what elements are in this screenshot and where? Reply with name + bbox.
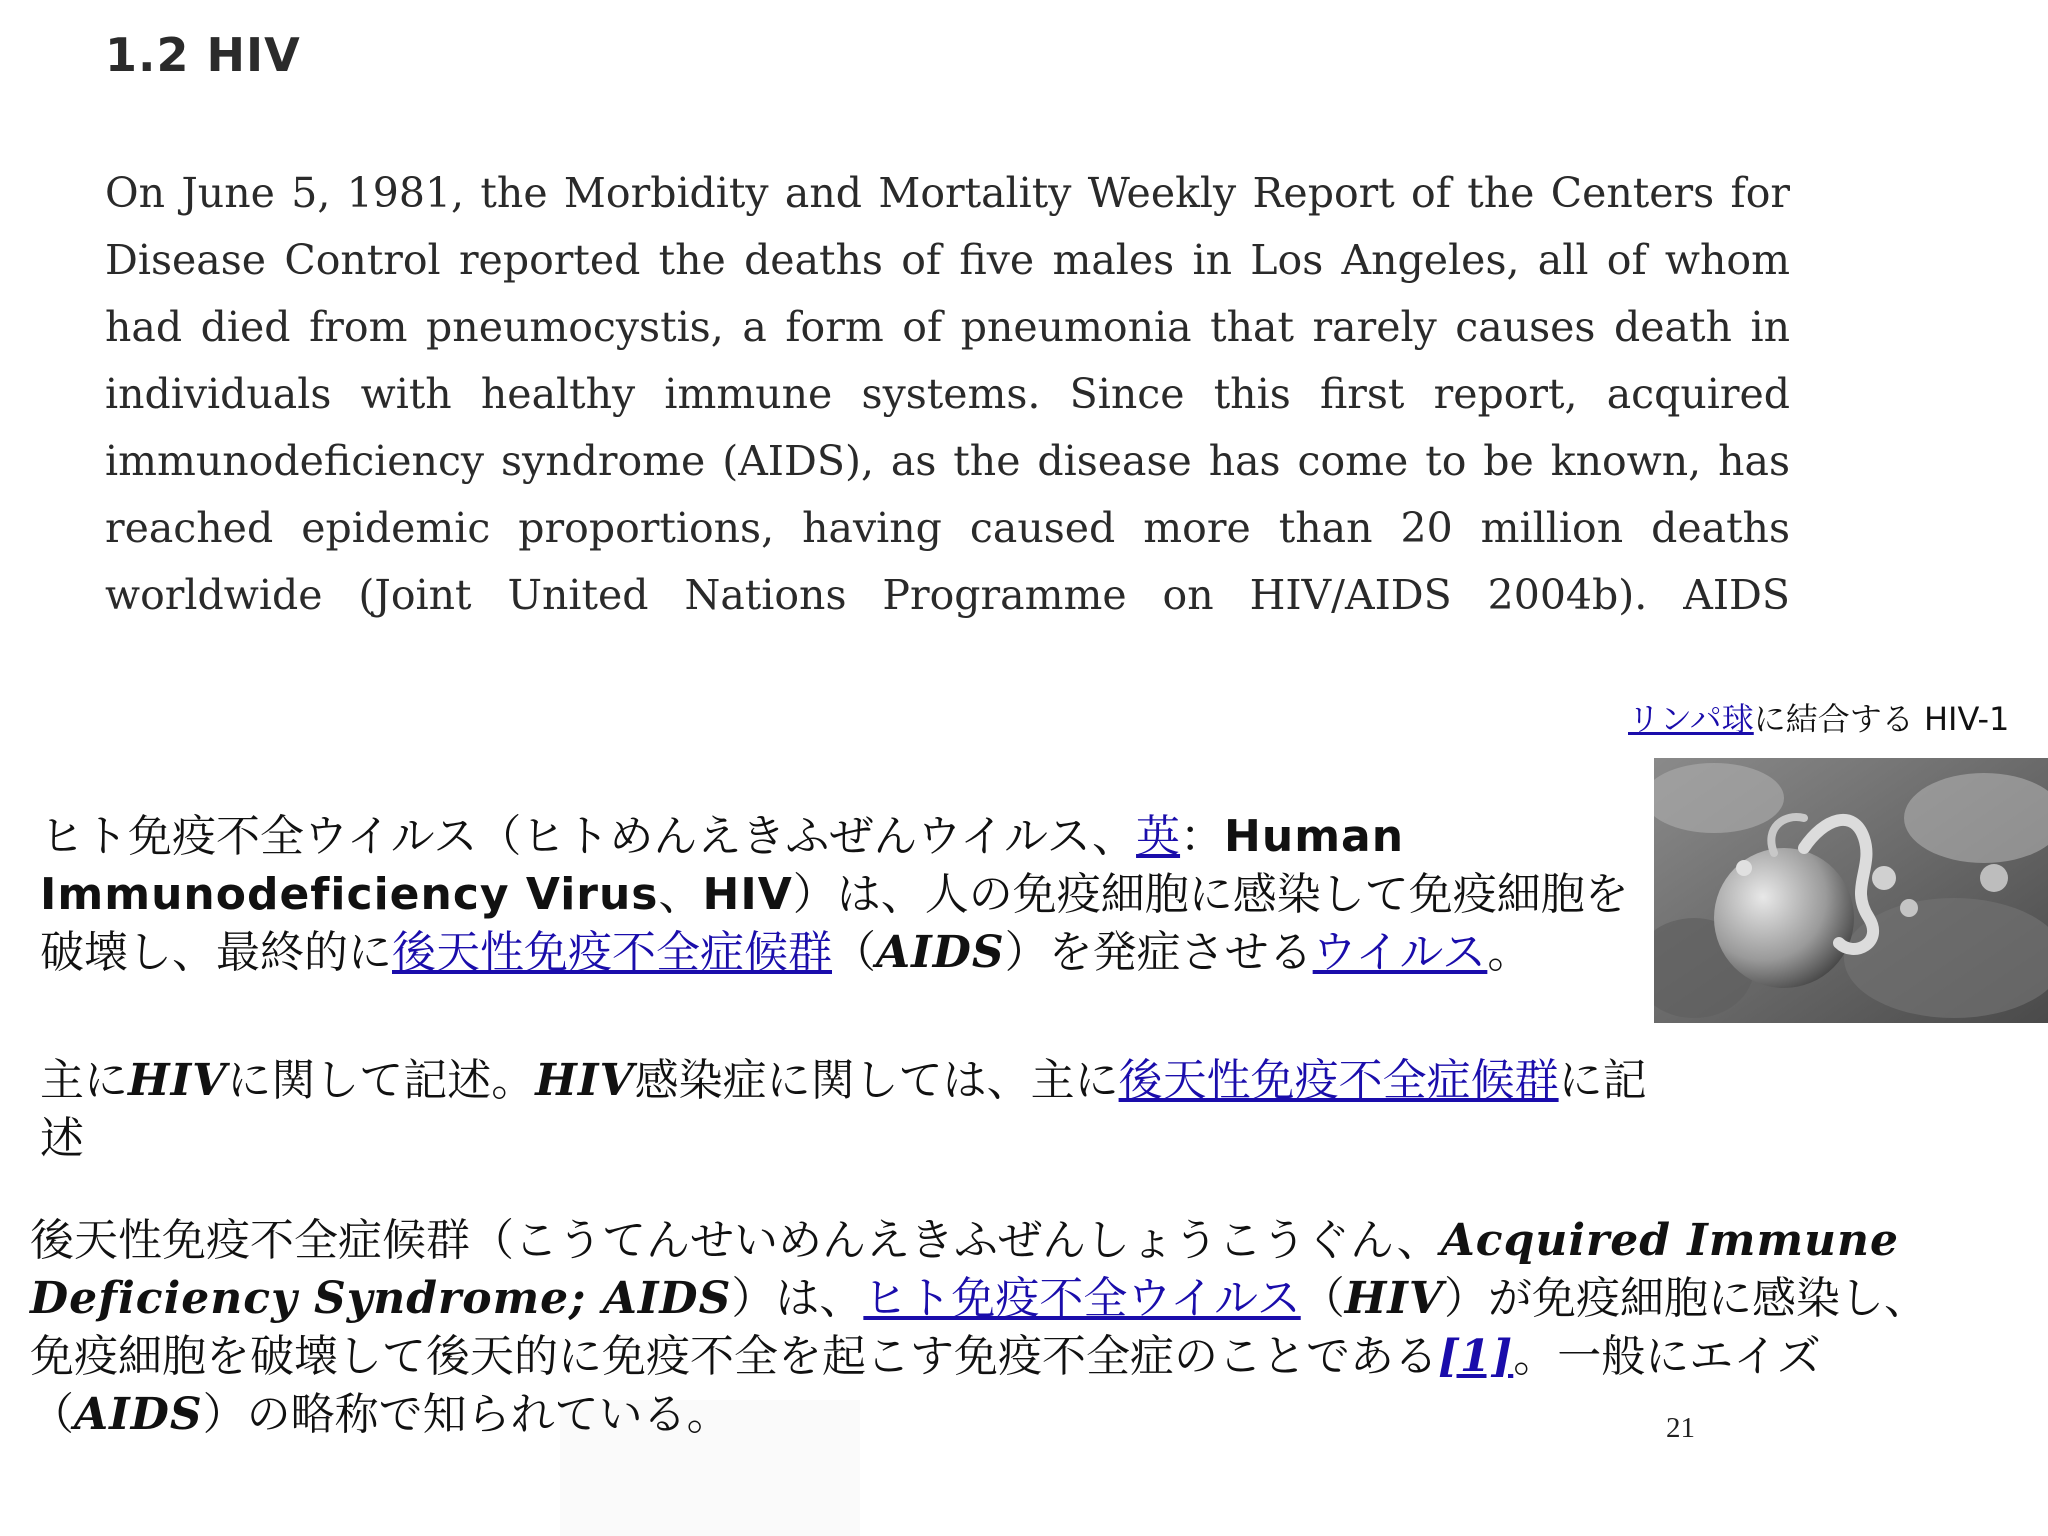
- text: ）を発症させる: [1004, 927, 1313, 978]
- abbr-hiv: HIV: [702, 869, 793, 920]
- caption-text: に結合する HIV-1: [1753, 700, 2010, 738]
- text: （: [1300, 1273, 1345, 1324]
- scan-line: individuals with healthy immune systems. Since this first report, acquired: [105, 370, 1790, 418]
- scan-line: had died from pneumocystis, a form of pneumonia that rarely causes death in: [105, 303, 1790, 351]
- page-number: 21: [1666, 1412, 1695, 1444]
- text: ）の略称で知られている。: [202, 1389, 731, 1440]
- scan-line: immunodeficiency syndrome (AIDS), as the disease has come to be known, has: [105, 437, 1790, 485]
- abbr-aids: AIDS: [876, 927, 1005, 978]
- lymphocyte-link[interactable]: リンパ球: [1628, 700, 1754, 738]
- paragraph-scope-note: [40, 1052, 1660, 1168]
- aids-link[interactable]: 後天性免疫不全症候群: [392, 927, 832, 978]
- text: に関して記述。: [227, 1055, 536, 1106]
- text: 感染症に関しては、主に: [634, 1055, 1119, 1106]
- scan-line: On June 5, 1981, the Morbidity and Mortality Weekly Report of the Centers for: [105, 169, 1790, 217]
- text: 主に: [40, 1055, 128, 1106]
- english-link[interactable]: 英: [1136, 811, 1181, 862]
- text: ）は、人の免疫細胞に感染して免疫細胞を破壊し、最終的に: [40, 869, 1629, 978]
- paragraph-aids-definition: [30, 1212, 1940, 1444]
- text: ）が免疫細胞に感染し、免疫細胞を破壊して後天的に免疫不全を起こす免疫不全症のことである: [30, 1273, 1929, 1382]
- aids-link[interactable]: 後天性免疫不全症候群: [1118, 1055, 1559, 1106]
- text: ヒト免疫不全ウイルス（ヒトめんえきふぜんウイルス、: [40, 811, 1137, 862]
- abbr-hiv: HIV: [128, 1055, 228, 1106]
- abbr-hiv: HIV: [1344, 1273, 1445, 1324]
- reference-link[interactable]: [1]: [1438, 1331, 1514, 1382]
- abbr-aids: AIDS: [74, 1389, 203, 1440]
- text: 。: [1487, 927, 1532, 978]
- text: に記述: [40, 1055, 1647, 1164]
- abbr-hiv: HIV: [535, 1055, 635, 1106]
- text: 。一般にエイズ（: [30, 1331, 1821, 1440]
- english-term: Acquired Immune Deficiency Syndrome; AIDS: [30, 1215, 1899, 1324]
- text: 、: [658, 869, 703, 920]
- paragraph-hiv-definition: [40, 808, 1660, 982]
- scan-line: worldwide (Joint United Nations Programme on HIV/AIDS 2004b). AIDS: [105, 571, 1790, 619]
- text: ）は、: [731, 1273, 864, 1324]
- scan-line: Disease Control reported the deaths of five males in Los Angeles, all of whom: [105, 236, 1790, 284]
- english-term: Human Immunodeficiency Virus: [40, 811, 1405, 920]
- scan-line: reached epidemic proportions, having caused more than 20 million deaths: [105, 504, 1790, 552]
- hiv-link[interactable]: ヒト免疫不全ウイルス: [863, 1273, 1301, 1324]
- text: ：: [1180, 811, 1225, 862]
- text: （: [832, 927, 876, 978]
- image-caption: [1628, 694, 2009, 740]
- section-heading: 1.2 HIV: [105, 28, 301, 82]
- text: 後天性免疫不全症候群（こうてんせいめんえきふぜんしょうこうぐん、: [30, 1215, 1441, 1266]
- scanned-text-block: [105, 160, 1790, 629]
- hiv-micrograph-image: [1654, 758, 2048, 1023]
- virus-link[interactable]: ウイルス: [1312, 927, 1488, 978]
